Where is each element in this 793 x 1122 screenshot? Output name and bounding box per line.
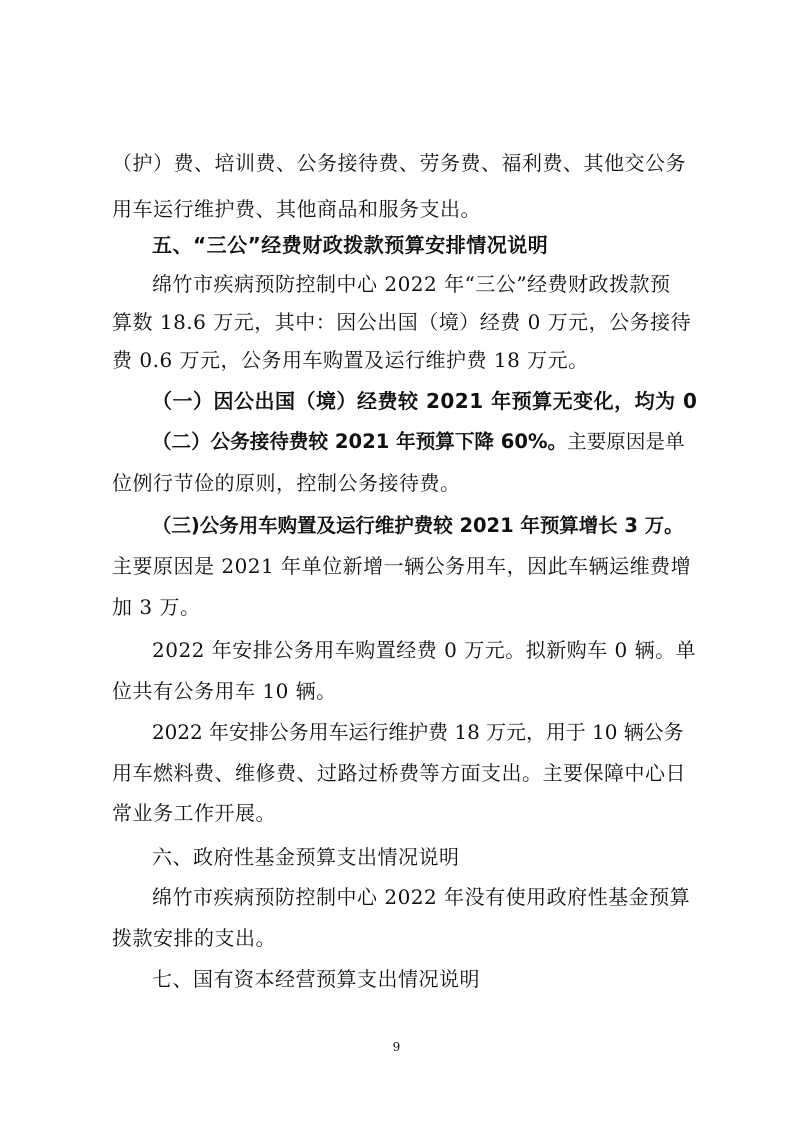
paragraph-line: 拨款安排的支出。 <box>112 926 276 950</box>
paragraph-line: 位例行节俭的原则，控制公务接待费。 <box>112 471 461 495</box>
section-heading-state-capital: 七、国有资本经营预算支出情况说明 <box>152 967 480 991</box>
paragraph-line: 算数 18.6 万元，其中：因公出国（境）经费 0 万元，公务接待 <box>112 310 692 334</box>
subheading-overseas-travel: （一）因公出国（境）经费较 2021 年预算无变化，均为 0 <box>152 389 698 413</box>
section-heading-three-public: 五、“三公”经费财政拨款预算安排情况说明 <box>152 233 549 257</box>
page-number: 9 <box>392 1040 401 1054</box>
paragraph-line: 常业务工作开展。 <box>112 801 276 825</box>
paragraph-line: 位共有公务用车 10 辆。 <box>112 679 337 703</box>
paragraph-line: （护）费、培训费、公务接待费、劳务费、福利费、其他交公务 <box>112 151 686 175</box>
paragraph-line: 主要原因是 2021 年单位新增一辆公务用车，因此车辆运维费增 <box>112 554 692 578</box>
subheading-vehicles: （三)公务用车购置及运行维护费较 2021 年预算增长 3 万。 <box>152 514 684 537</box>
paragraph-line: 2022 年安排公务用车购置经费 0 万元。拟新购车 0 辆。单 <box>152 638 697 662</box>
paragraph-line: 绵竹市疾病预防控制中心 2022 年“三公”经费财政拨款预 <box>152 272 671 296</box>
paragraph-line: 用车运行维护费、其他商品和服务支出。 <box>112 197 481 221</box>
paragraph-line: 费 0.6 万元，公务用车购置及运行维护费 18 万元。 <box>112 348 589 372</box>
paragraph-line <box>152 429 685 455</box>
paragraph-line: 绵竹市疾病预防控制中心 2022 年没有使用政府性基金预算 <box>152 885 691 909</box>
section-heading-government-fund: 六、政府性基金预算支出情况说明 <box>152 845 460 869</box>
subheading-reception: （二）公务接待费较 2021 年预算下降 60%。 <box>152 430 568 453</box>
paragraph-line: 2022 年安排公务用车运行维护费 18 万元，用于 10 辆公务 <box>152 721 684 744</box>
paragraph-line: 用车燃料费、维修费、过路过桥费等方面支出。主要保障中心日 <box>112 761 686 785</box>
paragraph-line: 加 3 万。 <box>112 595 201 619</box>
paragraph-text: 主要原因是单 <box>567 430 685 453</box>
